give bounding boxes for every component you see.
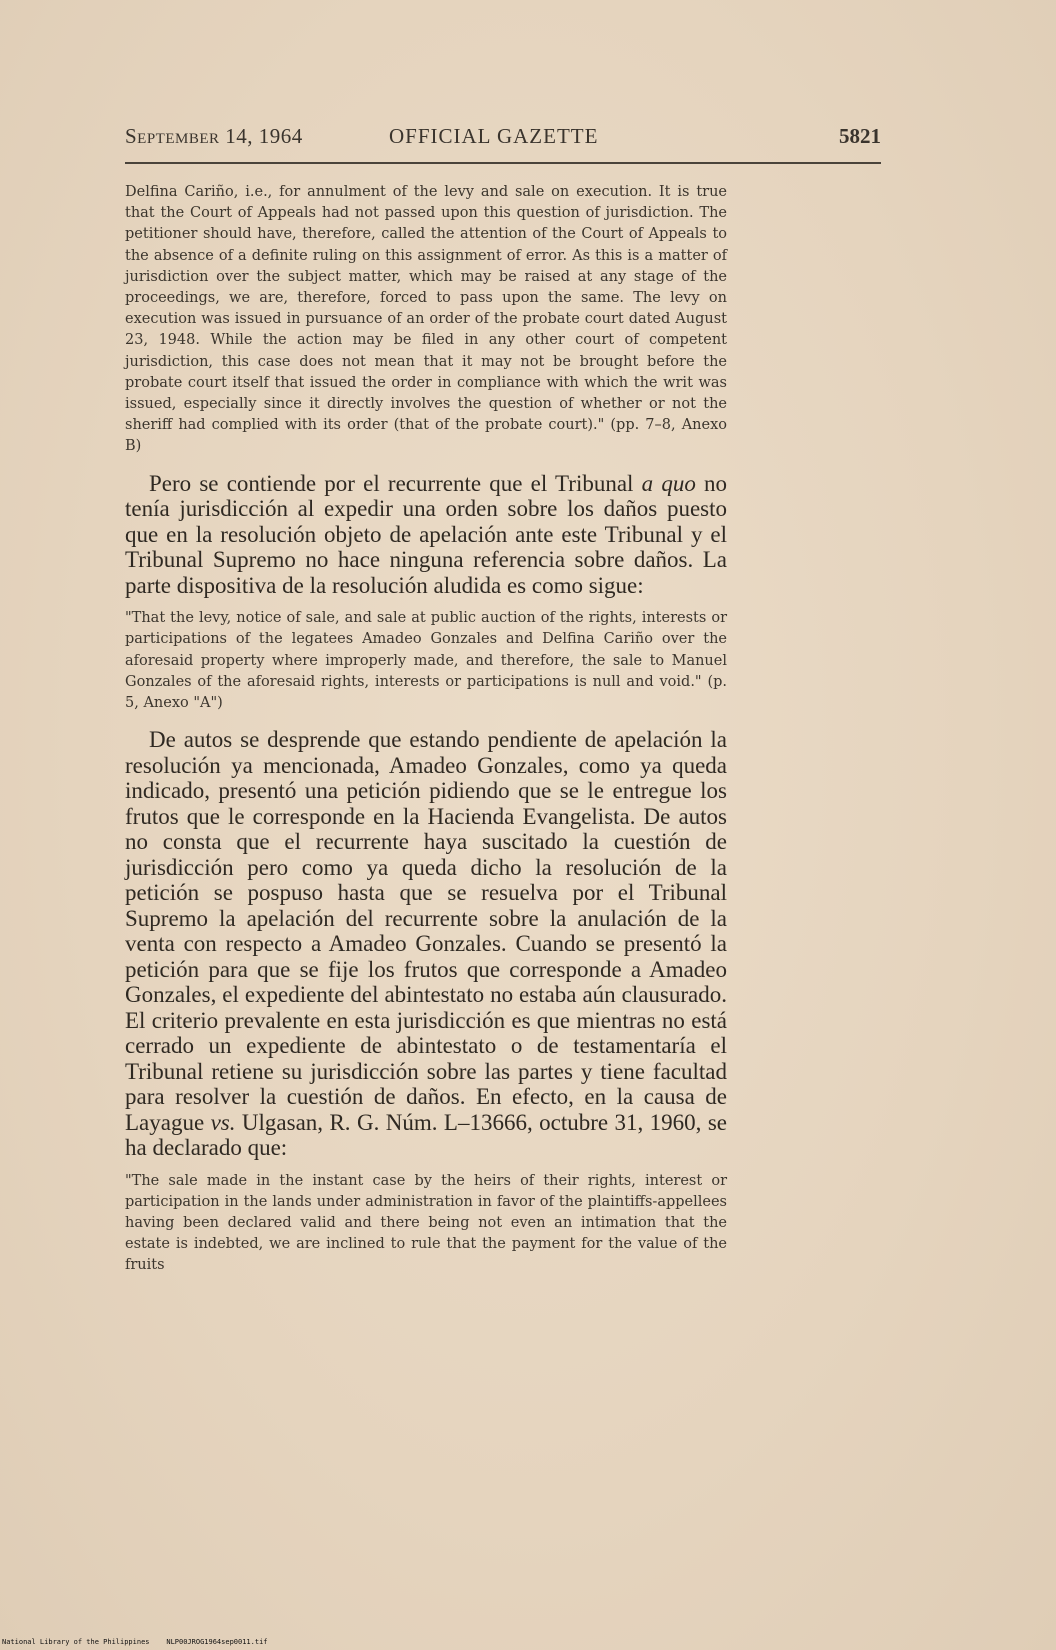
paragraph-1-text-b: no tenía jurisdicción al expedir una orden sobre los daños puesto que en la resolución objeto de apelación ante este Tribunal y el Tribunal Supremo no hace ninguna referencia sobre daños. La parte dispositiva de la resolución aludida es como sigue: [125, 470, 728, 598]
quote-block-3: "The sale made in the instant case by the heirs of their rights, interest or participation in the lands under administration in favor of the plaintiffs-appellees having been declared valid and there being not even an intimation that the estate is indebted, we are inclined to rule that the payment for the value of the fruits [125, 1172, 727, 1274]
paragraph-1 [125, 471, 727, 599]
paragraph-2 [125, 727, 727, 1161]
header-page-number: 5821 [839, 124, 881, 148]
document-body [125, 182, 727, 1277]
paragraph-2-italic: vs. [210, 1109, 236, 1135]
scan-footer: National Library of the Philippines NLP00JROG1964sep0011.tif [2, 1638, 268, 1646]
paragraph-1-text-a: Pero se contiende por el recurrente que el Tribunal [149, 470, 642, 496]
paragraph-2-text-a: De autos se desprende que estando pendiente de apelación la resolución ya mencionada, Amadeo Gonzales, como ya queda indicado, presentó una petición pidiendo que se le entregue los frutos que le corresponde en la Hacienda Evangelista. De autos no consta que el recurrente haya suscitado la cuestión de jurisdicción pero como ya queda dicho la resolución de la petición se pospuso hasta que se resuelva por el Tribunal Supremo la apelación del recurrente sobre la anulación de la venta con respecto a Amadeo Gonzales. Cuando se presentó la petición para que se fije los frutos que corresponde a Amadeo Gonzales, el expediente del abintestato no estaba aún clausurado. El criterio prevalente en esta jurisdicción es que mientras no está cerrado un expediente de abintestato o de testamentaría el Tribunal retiene su jurisdicción sobre las partes y tiene facultad para resolver la cuestión de daños. En efecto, en la causa de Layague [125, 727, 727, 1135]
paragraph-1-italic: a quo [641, 470, 696, 496]
header-title: OFFICIAL GAZETTE [389, 124, 599, 148]
header-date: September 14, 1964 [125, 124, 303, 148]
paragraph-2-text-b: Ulgasan, R. G. Núm. L–13666, octubre 31, 1960, se ha declarado que: [125, 1109, 727, 1161]
page-header [125, 124, 881, 154]
header-rule [125, 162, 881, 164]
quote-block-2: "That the levy, notice of sale, and sale at public auction of the rights, interests or participations of the legatees Amadeo Gonzales and Delfina Cariño over the aforesaid property where improperly made, and therefore, the sale to Manuel Gonzales of the aforesaid rights, interests or participations is null and void." (p. 5, Anexo "A") [125, 610, 727, 711]
quote-block-1: Delfina Cariño, i.e., for annulment of the levy and sale on execution. It is true that the Court of Appeals had not passed upon this question of jurisdiction. The petitioner should have, therefore, called the attention of the Court of Appeals to the absence of a definite ruling on this assignment of error. As this is a matter of jurisdiction over the subject matter, which may be raised at any stage of the proceedings, we are, therefore, forced to pass upon the same. The levy on execution was issued in pursuance of an order of the probate court dated August 23, 1948. While the action may be filed in any other court of competent jurisdiction, this case does not mean that it may not be brought before the probate court itself that issued the order in compliance with which the writ was issued, especially since it directly involves the question of whether or not the sheriff had complied with its order (that of the probate court)." (pp. 7–8, Anexo B) [125, 184, 727, 455]
